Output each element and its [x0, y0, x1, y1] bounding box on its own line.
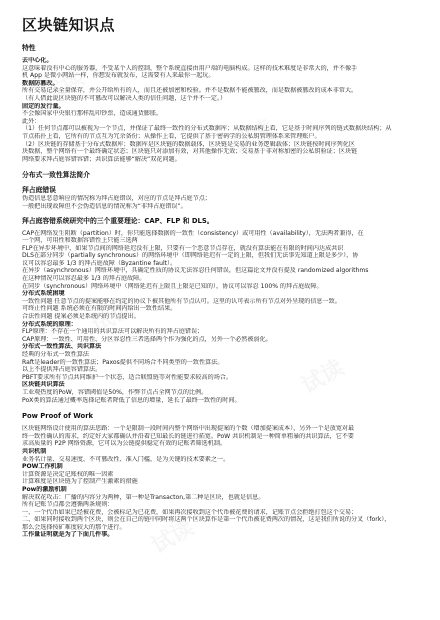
theory-block [22, 230, 422, 405]
pow-block [22, 425, 422, 539]
paragraph-line: CAP原理：一致性、可用性、分区容忍性三者选择两个作为强化的点，另外一个必然被弱化。 [22, 335, 272, 343]
paragraph-line: （1）任何节点都可以被视为一个节点，并保证了最终一致性的分布式数据库；从数据结构上看，它是基于时间序列的链式数据块结构；从 [22, 125, 392, 133]
paragraph-line: （有人借此说区块链的不可篡改可以解决人类的信任问题，这个并不一定。） [22, 94, 227, 102]
paragraph-line: 网络要求拜占庭容错容错；共识算法能够“解决”双花问题。 [22, 155, 181, 163]
paragraph-line: 在这种情况可以容忍最多 1/3 的拜占庭故障。 [22, 275, 146, 283]
subheading-byzantine-error: 拜占庭错误 [22, 186, 56, 195]
document-body [22, 44, 422, 539]
paragraph-line: 工作量证明就是为了下面几件事。 [22, 531, 114, 539]
paragraph-line: 共识机制 [22, 447, 47, 455]
paragraph-line: DLS在部分同步（partially synchronous）的网络环境中（即网络延迟有一定的上限，但我们无法事先知道上限是多少），协 [22, 252, 359, 260]
section-heading-traits: 特性 [22, 44, 36, 52]
paragraph-line: 固定的发行量。 [22, 102, 65, 110]
paragraph-line: 那么会选择按矿难度较大的那个进行。 [22, 523, 126, 531]
paragraph-line: 业务名计量、交易速度、不可篡改性、准入门槛，是为关键的技术要素之一。 [22, 455, 230, 463]
paragraph-line: 分布式系统困境 [22, 290, 65, 298]
paragraph-line: 数据防篡改。 [22, 79, 59, 87]
paragraph-line: 以上不提供拜占庭容错算法。 [22, 366, 102, 374]
paragraph-line: FLP原理：不存在一个通用的共识算法可以解决所有的拜占庭错误； [22, 328, 204, 336]
paragraph-line: 块数据，整个网络有一个最终确定状态；区块链只对添加有效，对其他操作无效；交易基于非对称加密的公私钥验证；区块链 [22, 148, 358, 156]
paragraph-line: Raft是leader的一致性算法；Paxos提供不同场合不同类型的一致性算法。 [22, 358, 224, 366]
paragraph-line: 议可以容忍最多 1/3 的拜占庭故障（Byzantine fault）。 [22, 259, 177, 267]
paragraph-line: 节点拓扑上看，它所有的节点互为冗余备份；从操作上看，它提供了基于密码学的公私钥管理体系来管理账户。 [22, 132, 321, 140]
paragraph-line: 所有记账节点都会遵循两条规则： [22, 501, 114, 509]
paragraph-line: 所有交易记录全量保存，并公开给所有的人，而且还被加密和校验。并不是数据不能被篡改，而是数据被篡改的成本非常大。 [22, 87, 358, 95]
paragraph-line: 工业观热度的PoW，容错阈值是50%，作弊节点占全网节点的比例。 [22, 388, 208, 396]
paragraph-line: 终一致性确认的需求，约定好大家都确认并沿着已知最长的链进行拓宽。PoW 共识机制是一种简单粗暴的共识算法，它不要 [22, 432, 355, 440]
paragraph-line: 求高质量的 P2P 网络资源，它可以为公链提供稳定有效的记账者筛选机制。 [22, 440, 227, 448]
paragraph-line: 在异步（asynchronous）网络环境中，具确定性质的协议无法容忍任何错误，但这篇论文并没有提及 randomized algorithms [22, 267, 369, 275]
section-heading-pow: Pow Proof of Work [22, 412, 94, 421]
page-title: 区块链知识点 [22, 16, 116, 34]
paragraph-line: 机 App 是微小网站一样，你想发布就发布，这需要有人来最你一起玩。 [22, 72, 215, 80]
paragraph-line: 这意味着没有中心的服务器，不受某个人的控制，整个系统直接由用户端的电脑构成。这样的技术难度是非常大的，并不像手 [22, 64, 358, 72]
byzantine-error-block [22, 195, 422, 210]
paragraph-line: 一个网，可用性和数据容错性上只能三选两 [22, 237, 138, 245]
paragraph-line: 区块链网络设计使用的算法思路：一个是限制一段时间内整个网络中出现提案的个数（增加提案成本），另外一个是放宽对最 [22, 425, 355, 433]
paragraph-line: 解决双花攻击：广播的内容分为两种，第一种是Transacton,第二种是区块，也就是信息。 [22, 493, 265, 501]
paragraph-line: 一、一个代币如果已经被花费，会被标记为已花费，如果再次接收到这个代币被花费的请求，记账节点会拒绝打包这个交易； [22, 508, 358, 516]
paragraph-line: （2）区块链的存储基于分布式数据库；数据库是区块链的数据载体，区块链是交易的业务逻辑载体；区块链按时间序列化区 [22, 140, 355, 148]
paragraph-line: PBFT要求所有节点共同维护一个状态，适合联盟链等对性能要求较高的场合。 [22, 373, 232, 381]
paragraph-line: POW工作机制 [22, 463, 63, 471]
paragraph-line: 分布式系统的原理： [22, 320, 77, 328]
paragraph-line: 二、如果同时接收到两个区块，则会在自己的链中同时将这两个区块算作是第一个代币被花费两次的情况，这是我们所说的分叉（fork）， [22, 516, 391, 524]
paragraph-line: 伪造信息恶意响应的情况称为拜占庭错误，对应的节点是拜占庭节点； [22, 195, 211, 203]
paragraph-line: 合法性问题 提案必须是系统内的节点提出。 [22, 313, 140, 321]
paragraph-line: FLP在异步环境中，如果节点间的网络延迟没有上限，只要有一个恶意节点存在，就没有算法能在有限的时间内达成共识 [22, 244, 344, 252]
paragraph-line: 计算资源是决定记账权的唯一因素 [22, 470, 114, 478]
paragraph-line: Pow的激励机制 [22, 485, 67, 493]
paragraph-line: 经典的分布式一致性算法 [22, 351, 90, 358]
paragraph-line: 在同步（synchronous）网络环境中（网络延迟有上限且上限是已知的），协议可以容忍 100% 的拜占庭故障。 [22, 282, 323, 290]
paragraph-line: 分布式一致性算法、共识算法 [22, 343, 102, 351]
paragraph-line: 一般把出现故障但不会伪造信息的情况称为“非拜占庭错误”。 [22, 202, 187, 210]
paragraph-line: 区块链共识算法 [22, 381, 65, 389]
traits-block [22, 57, 422, 163]
paragraph-line: 此外： [22, 117, 41, 125]
subheading-three-theories: 拜占庭容错系统研究中的三个重要理论：CAP、FLP 和 DLS。 [22, 216, 214, 225]
paragraph-line: 不会像国家中央银行那样乱印钞票，造成通货膨胀。 [22, 110, 163, 118]
paragraph-line: PoX类的算法通过概率选择记账者降低了信息的增量，延长了最终一致性的时间。 [22, 396, 241, 404]
paragraph-line: 计算难度是区块链为了控制产生激素的措施 [22, 478, 138, 486]
paragraph-line: CAP在网络发生阻断（partition）时，你只能选择数据的一致性（consistency）或可用性（availability），无法两者兼得，在 [22, 229, 364, 237]
paragraph-line: 去中心化。 [22, 57, 53, 64]
paragraph-line: 可终止性问题 系统必须在有限的时间内给出一致性结果。 [22, 305, 177, 313]
paragraph-line: 一致性问题 任意节点的提案能够在约定的协议下被其他所有节点认可。这里的认可表示所有节点对外呈现的信息一致。 [22, 297, 341, 305]
section-heading-consistency: 分布式一致性算法简介 [22, 171, 90, 180]
